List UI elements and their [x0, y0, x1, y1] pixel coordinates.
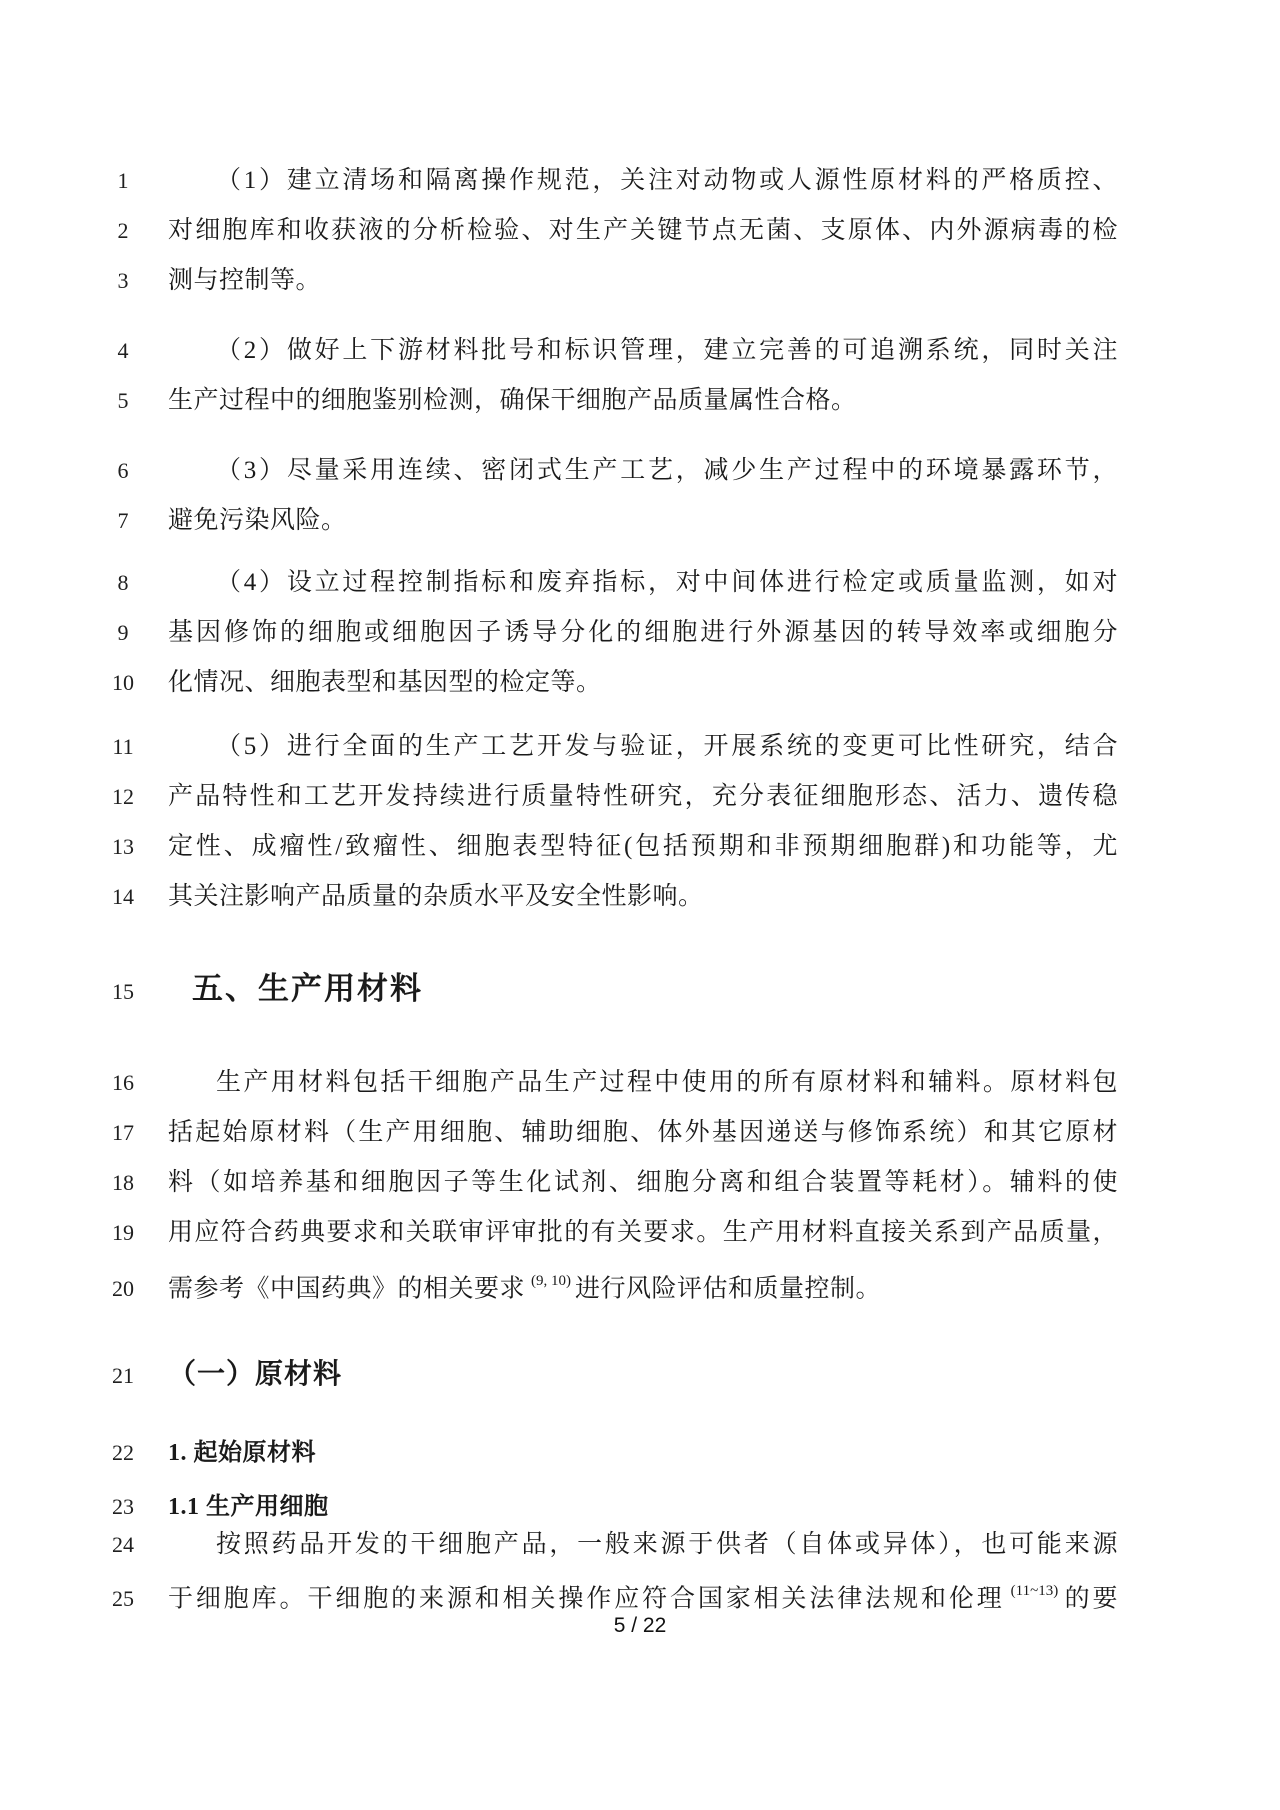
document-line [104, 1266, 1118, 1306]
line-number: 13 [112, 834, 134, 859]
paragraph-line: 化情况、细胞表型和基因型的检定等。 [168, 669, 602, 696]
line-number: 9 [117, 620, 129, 645]
line-number: 11 [112, 734, 134, 759]
line-text-post: 的要 [1062, 1585, 1118, 1613]
document-line [104, 264, 1118, 298]
document-line [104, 1116, 1118, 1150]
document-line [104, 214, 1118, 248]
line-number: 20 [112, 1276, 134, 1302]
paragraph-line: 料（如培养基和细胞因子等生化试剂、细胞分离和组合装置等耗材）。辅料的使 [168, 1169, 1118, 1196]
paragraph-line: 括起始原材料（生产用细胞、辅助细胞、体外基因递送与修饰系统）和其它原材 [168, 1119, 1118, 1146]
paragraph-line: 测与控制等。 [168, 267, 322, 294]
paragraph-line: （1）建立清场和隔离操作规范，关注对动物或人源性原材料的严格质控、 [216, 167, 1118, 194]
line-number: 5 [117, 388, 129, 413]
document-line [104, 1576, 1118, 1616]
document-line [104, 454, 1118, 488]
line-number: 12 [112, 784, 134, 809]
paragraph-line: （4）设立过程控制指标和废弃指标，对中间体进行检定或质量监测，如对 [216, 569, 1118, 596]
line-text-pre: 需参考《中国药典》的相关要求 [168, 1275, 526, 1303]
paragraph-line: 产品特性和工艺开发持续进行质量特性研究，充分表征细胞形态、活力、遗传稳 [168, 783, 1118, 810]
document-line [104, 384, 1118, 418]
paragraph-line: 用应符合药典要求和关联审评审批的有关要求。生产用材料直接关系到产品质量， [168, 1219, 1118, 1246]
paragraph-line: 基因修饰的细胞或细胞因子诱导分化的细胞进行外源基因的转导效率或细胞分 [168, 619, 1118, 646]
line-number: 7 [117, 508, 129, 533]
line-number: 6 [117, 458, 129, 483]
paragraph-line [168, 1266, 1118, 1306]
line-number: 25 [112, 1586, 134, 1612]
line-number: 18 [112, 1170, 134, 1195]
line-number: 15 [112, 979, 134, 1004]
document-line [104, 334, 1118, 368]
page-number: 5 / 22 [613, 1614, 667, 1637]
paragraph-line: （2）做好上下游材料批号和标识管理，建立完善的可追溯系统，同时关注 [216, 337, 1118, 364]
line-number: 10 [112, 670, 134, 695]
document-line [104, 1436, 1118, 1470]
document-line [104, 504, 1118, 538]
document-line [104, 830, 1118, 864]
line-number: 1 [117, 168, 129, 193]
document-line [104, 1166, 1118, 1200]
paragraph-line: 对细胞库和收获液的分析检验、对生产关键节点无菌、支原体、内外源病毒的检 [168, 217, 1118, 244]
line-number: 23 [112, 1494, 134, 1519]
line-number: 24 [112, 1532, 134, 1557]
paragraph-line: 定性、成瘤性/致瘤性、细胞表型特征(包括预期和非预期细胞群)和功能等，尤 [168, 833, 1118, 860]
subsection-heading-production-cells: 1.1 生产用细胞 [168, 1494, 329, 1520]
citation-superscript: (11~13) [1010, 1583, 1059, 1599]
line-number: 22 [112, 1440, 134, 1465]
line-number: 16 [112, 1070, 134, 1095]
paragraph-line [168, 1576, 1118, 1616]
line-number: 14 [112, 884, 134, 909]
document-line [104, 880, 1118, 914]
document-line [104, 666, 1118, 700]
line-number: 2 [117, 218, 129, 243]
paragraph-line: （5）进行全面的生产工艺开发与验证，开展系统的变更可比性研究，结合 [216, 733, 1118, 760]
line-number: 17 [112, 1120, 134, 1145]
document-line [104, 780, 1118, 814]
paragraph-line: （3）尽量采用连续、密闭式生产工艺，减少生产过程中的环境暴露环节， [216, 457, 1118, 484]
document-line [104, 1216, 1118, 1250]
subsection-heading-starting-materials: 1. 起始原材料 [168, 1440, 316, 1466]
paragraph-line: 生产过程中的细胞鉴别检测，确保干细胞产品质量属性合格。 [168, 387, 857, 414]
paragraph-line: 其关注影响产品质量的杂质水平及安全性影响。 [168, 883, 704, 910]
line-number: 4 [117, 338, 129, 363]
document-line [104, 1490, 1118, 1524]
document-line [104, 730, 1118, 764]
section-heading-production-materials: 五、生产用材料 [192, 971, 423, 1006]
paragraph-line: 按照药品开发的干细胞产品，一般来源于供者（自体或异体），也可能来源 [216, 1531, 1118, 1558]
document-line [104, 1528, 1118, 1562]
line-number: 3 [117, 268, 129, 293]
document-line [104, 616, 1118, 650]
document-line [104, 972, 1118, 1006]
document-line [104, 1066, 1118, 1100]
line-text-post: 进行风险评估和质量控制。 [575, 1275, 882, 1303]
paragraph-line: 生产用材料包括干细胞产品生产过程中使用的所有原材料和辅料。原材料包 [216, 1069, 1118, 1096]
line-number: 19 [112, 1220, 134, 1245]
citation-superscript: (9, 10) [531, 1273, 572, 1289]
line-number: 21 [112, 1363, 134, 1388]
subsection-heading-raw-materials: （一）原材料 [168, 1359, 343, 1390]
line-text-pre: 于细胞库。干细胞的来源和相关操作应符合国家相关法律法规和伦理 [168, 1585, 1005, 1613]
document-line [104, 1358, 1118, 1392]
paragraph-line: 避免污染风险。 [168, 507, 347, 534]
document-line [104, 566, 1118, 600]
line-number: 8 [117, 570, 129, 595]
document-line [104, 164, 1118, 198]
